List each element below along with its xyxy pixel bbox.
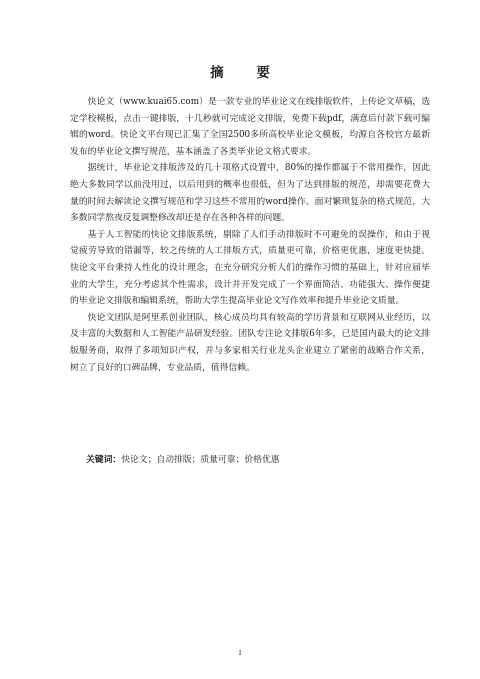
paragraph-ai-system: 基于人工智能的快论文排版系统，剔除了人们手动排版时不可避免的误操作，和由于视觉疲劳导致的错漏等，较之传统的人工排版方式，质量更可靠，价格更优惠，速度更快捷。快论文平台秉持人性化的设计理念，在充分研究分析人们的操作习惯的基础上，针对应届毕业的大学生，充分考虑其个性需求，设计并开发完成了一个界面简洁、功能强大、操作便捷的毕业论文排版和编辑系统，帮助大学生提高毕业论文写作效率和提升毕业论文质量。 — [70, 229, 430, 307]
paragraph-statistics: 据统计，毕业论文排版涉及的几十项格式设置中，80%的操作都属于不常用操作，因此绝大多数同学以前没用过，以后用到的概率也很低，但为了达到排版的规范，却需要花费大量的时间去解读论文撰写规范和学习这些不常用的word操作。面对繁琐复杂的格式规范，大多数同学熬夜反复调整修改却还是存在各种各样的问题。 — [70, 163, 430, 224]
keywords-label: 关键词： — [86, 455, 122, 465]
abstract-body — [70, 94, 430, 376]
paragraph-intro: 快论文（www.kuai65.com）是一款专业的毕业论文在线排版软件，上传论文草稿，选定学校模板，点击一键排版，十几秒就可完成论文排版，免费下载pdf，满意后付款下载可编辑的word。快论文平台现已汇集了全国2500多所高校毕业论文模板，均源自各校官方最新发布的毕业论文撰写规范，基本涵盖了各类毕业论文格式要求。 — [70, 97, 430, 157]
keywords-value: 快论文；自动排版；质量可靠；价格优惠 — [121, 455, 280, 465]
abstract-title: 摘 要 — [210, 65, 284, 81]
page-number: I — [238, 650, 242, 657]
keywords-line — [86, 452, 280, 468]
paragraph-team: 快论文团队是阿里系创业团队，核心成员均具有较高的学历背景和互联网从业经历，以及丰富的大数据和人工智能产品研发经验。团队专注论文排版6年多，已是国内最大的论文排版服务商，取得了多项知识产权，并与多家相关行业龙头企业建立了紧密的战略合作关系，树立了良好的口碑品牌，专业品质，值得信赖。 — [70, 312, 430, 373]
